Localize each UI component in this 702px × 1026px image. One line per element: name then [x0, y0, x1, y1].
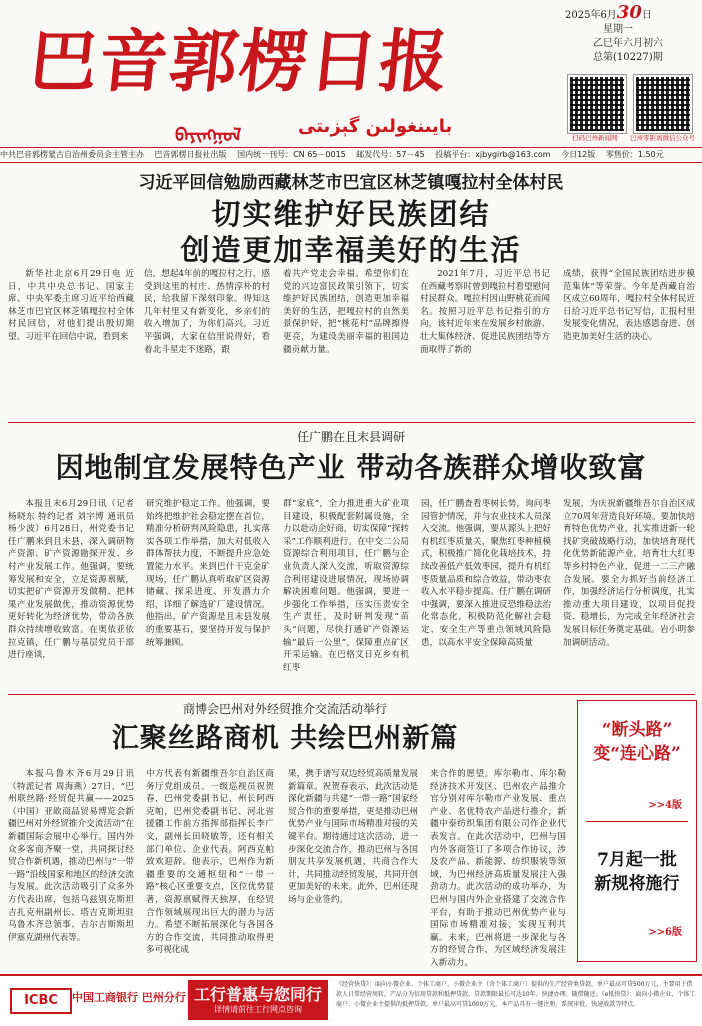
teaser1-line2[interactable]: 变“连心路”	[593, 744, 681, 764]
lead-col4-text: 2021年7月，习近平总书记在西藏考察时曾到嘎拉村看望慰问村民群众。嘎拉村因山野桃花而闻名。按照习近平总书记指引的方向，该村近年来在发展乡村旅游、壮大集体经济、促进民族团结等方面取得了新的	[420, 269, 550, 355]
article2-column-1	[8, 498, 134, 688]
sponsor-text: 中共巴音郭楞蒙古自治州委员会主管主办	[0, 150, 144, 159]
lead-column-2	[144, 268, 270, 418]
article2-col2-text: 研究维护稳定工作。他强调，要始终把维护社会稳定摆在首位，精准分析研判风险隐患，扎实落实各项工作举措，加大对低收入群体帮扶力度，不断提升应急处置能力水平。来到巴什干克金矿现场，任广鹏认真听取矿区资源储藏、探采进度、开发潜力介绍，详细了解选矿厂建设情况。他指出，矿产资源是且末县发展的重要基石，要坚持开发与保护统筹兼顾。	[146, 499, 270, 648]
teaser-box	[577, 700, 697, 962]
date-block	[565, 2, 695, 65]
issue-number: 总第(10227)期	[593, 52, 663, 63]
date-day-suffix: 日	[641, 10, 652, 21]
article3-column-2	[146, 768, 274, 968]
lead-col2-text: 信，想起4年前的嘎拉村之行，感受到这里的村庄、热情淳朴的村民，给我留下深刻印象。得知这几年村里又有新变化，乡亲们的收入增加了，为你们高兴。习近平强调，大家在信里说得好，看着北斗星走不迷路，跟	[144, 269, 270, 355]
teaser1-page-link[interactable]: >>4版	[648, 800, 682, 811]
date-line	[565, 2, 695, 23]
mongolian-title: ᠪᠠᠶᠢᠩᠭᠣᠯ	[175, 125, 242, 146]
lead-column-1	[8, 268, 134, 418]
date-year-month: 2025年6月	[565, 10, 617, 21]
article2-column-4	[421, 498, 551, 688]
lunar-date: 乙巳年六月初六	[593, 38, 663, 49]
ad-bank-name: 中国工商银行 巴州分行	[72, 991, 186, 1004]
article3-column-1	[8, 768, 134, 968]
newspaper-brand-title: 巴音郭楞日报	[25, 22, 454, 102]
article2-col4-text: 园，任广鹏查看枣树长势，询问枣园管护情况，并与农业技术人员深入交流。他强调，要从源头上把好有机红枣质量关，聚焦红枣种植模式，积极推广简化化栽培技术，持续改善低产低效枣园，提升有机红枣质量品质和综合效益，带动枣农收入水平稳步提高。任广鹏在调研中强调，要深入推进反恐维稳法治化常态化，积极防范化解社会稳定、安全生产等重点领域风险隐患，以高水平安全保障高质量	[421, 499, 551, 648]
article3-col3-text: 果，携手谱写双边经贸高质量发展新篇章。祝贺春表示，此次活动是深化新疆与共建“一带一路”国家经贸合作的重要举措，更是推动巴州优势产业与国际市场精准对接的关键平台。期待通过这次活动，进一步深化交流合作，推动巴州与各国朋友共享发展机遇，共商合作大计，共同推动经贸发展，共同开创更加美好的未来。此外，巴州还现场与企业签约。	[288, 769, 418, 905]
teaser2-line1[interactable]: 7月起一批	[597, 850, 677, 870]
article3-col1-text: 本报乌鲁木齐6月29日讯（特派记者 周海燕）27日，“巴州联丝路·经贸促共赢——2025（中国）亚欧商品贸易博览会新疆巴州对外经贸推介交流活动”在新疆国际会展中心举行。国内外众多客商齐聚一堂，共同探讨经贸合作新机遇，推动巴州与“一带一路”沿线国家和地区的经济交流与发展。此次活动吸引了众多外方代表出席，包括乌兹别克斯坦吉扎克州副州长、塔吉克斯坦驻乌鲁木齐总领事、吉尔吉斯斯坦伊塞克湖州代表等。	[8, 769, 134, 943]
teaser2-page-link[interactable]: >>6版	[648, 927, 682, 938]
article3-kicker: 商博会巴州对外经贸推介交流活动举行	[182, 702, 387, 716]
article2-kicker: 任广鹏在且末县调研	[296, 430, 405, 444]
teaser2-line2[interactable]: 新规将施行	[594, 874, 680, 894]
lead-headline-1[interactable]: 切实维护好民族团结	[211, 197, 491, 231]
teaser-divider	[586, 821, 688, 822]
lead-column-3	[283, 268, 409, 418]
lead-col1-text: 新华社北京6月29日电 近日，中共中央总书记、国家主席、中央军委主席习近平给西藏林芝市巴宜区林芝镇嘎拉村全体村民回信，对他们提出殷切期望。习近平在回信中说，看到来	[8, 269, 134, 342]
ad-slogan: 工行普惠与您同行	[193, 985, 322, 1004]
post-code: 邮发代号：57－45	[356, 150, 425, 159]
article2-column-3	[283, 498, 409, 688]
article2-col1-text: 本报且末6月29日讯（记者 杨晓东 特约记者 刘宇博 通讯员 杨少波）6月28日，州党委书记任广鹏来到且末县，深入调研物产资源、矿产资源勘探开发、乡村产业发展工作。他强调，要统筹发展和安全，立足资源禀赋，切实把矿产资源开发做精、把林果产业发展做优，推动资源优势更好转化为经济优势，带动各族群众持续增收致富。在奥依亚依拉克镇，任广鹏与基层党员干部进行座谈，	[8, 499, 134, 661]
qr1-caption: 扫码巴州新闻网	[572, 134, 618, 142]
page-count: 今日12版	[561, 150, 596, 159]
article2-column-2	[146, 498, 270, 688]
date-day: 30	[616, 2, 642, 23]
article2-col3-text: 群“家底”，全力推进重大矿业项目建设，积极配套附属设施，全力以赴动企好商，切实保障“探转采”工作顺利进行。在中交二公局资源综合利用项目，任广鹏与企业负责人深入交流，听取资源综合利用建设进展情况，现场协调解决困难问题。他强调，要进一步强化工作举措，压实压责安全生产责任，及时研判发现“苗头”问题，尽快打通矿产资源运输“最后一公里”，保障重点矿区开采运输。在巴格艾日克乡有机红枣	[283, 499, 409, 673]
qr-code-wechat[interactable]	[634, 75, 692, 133]
qr-code-news-site[interactable]	[568, 75, 626, 133]
article3-headline[interactable]: 汇聚丝路商机 共绘巴州新篇	[111, 723, 459, 754]
publisher-text: 巴音郭楞日报社出版	[154, 150, 227, 159]
qr2-caption: 巴州零距离微信公众号	[630, 134, 695, 142]
article2-headline[interactable]: 因地制宜发展特色产业 带动各族群众增收致富	[55, 451, 647, 484]
ad-subtitle: 详情请前往工行网点咨询	[214, 1005, 302, 1014]
article3-column-3	[288, 768, 418, 968]
divider	[8, 422, 695, 423]
article2-col5-text: 发展，为庆祝新疆维吾尔自治区成立70周年营造良好环境。要加快培育特色优势产业，扎实推进新一轮找矿突破战略行动，加快培育现代化优势新能源产业，培育壮大红枣等乡村特色产业，促进一二三产融合发展。要全力抓好当前经济工作，加强经济运行分析调度，扎实推动重大项目建设，以项目促投资、稳增长，为完成全年经济社会发展目标任务奠定基础。岩小明参加调研活动。	[563, 499, 695, 648]
submission-email[interactable]: 投稿平台：xjbygirb@163.com	[435, 150, 551, 159]
article3-column-4	[430, 768, 566, 968]
weekday: 星期一	[603, 24, 633, 35]
lead-headline-2[interactable]: 创造更加幸福美好的生活	[180, 233, 522, 267]
bank-advertisement[interactable]	[0, 974, 702, 1026]
divider	[8, 694, 695, 695]
info-bar	[0, 147, 702, 163]
price: 零售价：1.50元	[605, 150, 664, 159]
lead-column-4	[420, 268, 550, 418]
lead-kicker: 习近平回信勉励西藏林芝市巴宜区林芝镇嘎拉村全体村民	[138, 173, 564, 193]
teaser1-line1[interactable]: “断头路”	[601, 720, 673, 740]
lead-col3-text: 着共产党走会幸福。希望你们在党的兴边富民政策引领下，切实维护好民族团结，创造更加幸福美好的生活，把嘎拉村的自然美景保护好，把“桃花村”品牌擦得更亮，为建设美丽幸福的祖国边疆贡献力量。	[283, 269, 409, 355]
lead-column-5	[563, 268, 695, 418]
cn-number: 国内统一刊号：CN 65－0015	[237, 150, 346, 159]
article3-col4-text: 来合作的愿望。库尔勒市、库尔勒经济技术开发区、巴州农产品推介官分别对库尔勒市产业发展、重点产业、名优特农产品进行推介，新疆中泰纺织集团有限公司作企业代表发言。在此次活动中，巴州与国内外客商签订了多项合作协议，涉及农产品、新能源、纺织服装等领域，为巴州经济高质量发展注入强劲动力。此次活动的成功举办，为巴州与国内外企业搭建了交流合作平台，有助于推动巴州优势产业与国际市场精准对接，实现互利共赢。未来，巴州将进一步深化与各方的经贸合作，为区域经济发展注入新动力。	[430, 769, 566, 968]
uyghur-title: بايىنغولىن گېزىتى	[298, 116, 453, 137]
article3-col2-text: 中方代表有新疆维吾尔自治区商务厅党组成员、一级巡视员祝贺春，巴州党委副书记、州长阿西克帕，巴州党委副书记、河北省援疆工作前方指挥部指挥长李广文，副州长田晓敏等，还有相关部门单位、企业代表。阿西克帕致欢迎辞。他表示，巴州作为新疆重要的交通枢纽和“一带一路”核心区重要支点，区位优势显著，资源禀赋得天独厚，在经贸合作领域展现出巨大的潜力与活力。希望不断拓展深化与各国各方的合作交流，共同推动取得更多可视化成	[146, 769, 274, 956]
article2-column-5	[563, 498, 695, 688]
ad-fineprint: 《经营快贷》：面向小微企业、个体工商户、小微企业主（含个体工商户）提供的生产经营类贷款，单户最高可贷500万元，主要用于借款人日常经营周转，产品分为信用贷款和抵押贷款，贷款期限最长可达10年。快捷办理、随借随还。《e抵快贷》：面向小微企业、个体工商户、小微企业主提供的抵押贷款，单户最高可贷1000万元。本产品具有一键注册、系统审批、快速放款等特点。	[336, 981, 696, 1008]
lead-col5-text: 成绩，获得“全国民族团结进步模范集体”等荣誉。今年是西藏自治区成立60周年，嘎拉村全体村民近日给习近平总书记写信，汇报村里发展变化情况，表达感恩奋进、创造更加美好生活的决心。	[563, 269, 695, 342]
icbc-logo: ICBC	[10, 988, 72, 1014]
masthead	[0, 0, 702, 145]
